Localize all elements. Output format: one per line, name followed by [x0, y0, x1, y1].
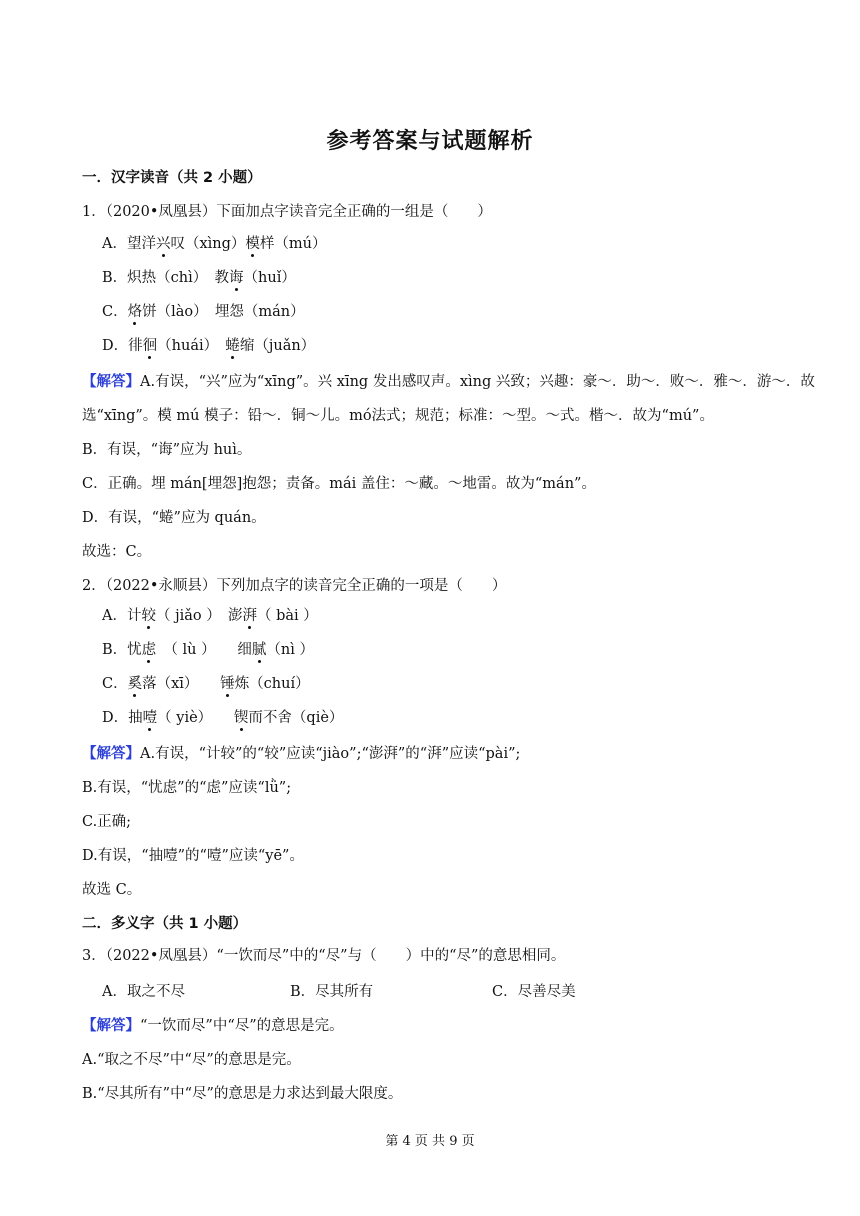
dotted-char: 兴	[155, 236, 171, 252]
question-2-option-c: C．奚落（xī） 锤炼（chuí）	[102, 676, 310, 692]
question-2-answer-line: 【解答】A.有误，“计较”的“较”应读“jiào”;“澎湃”的“湃”应读“pài”;	[82, 745, 521, 762]
question-3-option-c: C．尽善尽美	[492, 984, 576, 1000]
answer-tag: 【解答】	[82, 1017, 140, 1034]
question-2-option-b: B．忧虑 （ lù ） 细腻（nì ）	[102, 642, 314, 658]
dotted-char: 湃	[242, 608, 257, 624]
question-1-option-b: B．炽热（chì） 教诲（huǐ）	[102, 270, 296, 286]
dotted-char: 腻	[251, 642, 267, 658]
question-2-answer-line: D.有误，“抽噎”的“噎”应读“yē”。	[82, 848, 304, 864]
dotted-char: 烙	[127, 304, 143, 320]
question-3-options	[102, 982, 822, 1002]
section-heading-polysemy: 二．多义字（共 1 小题）	[82, 916, 248, 932]
question-1-option-a: A．望洋兴叹（xìng）模样（mú）	[102, 236, 327, 252]
answer-tag: 【解答】	[82, 373, 140, 390]
dotted-char: 较	[141, 608, 156, 624]
question-3-answer-line: 【解答】“一饮而尽”中“尽”的意思是完。	[82, 1017, 344, 1034]
question-3-option-b: B．尽其所有	[290, 984, 374, 1000]
question-2-option-a: A．计较（ jiǎo ） 澎湃（ bài ）	[102, 608, 318, 624]
question-3-answer-line: A.“取之不尽”中“尽”的意思是完。	[82, 1052, 301, 1068]
question-2-answer-line: C.正确;	[82, 814, 132, 830]
question-1-answer-line: 故选：C。	[82, 544, 152, 560]
dotted-char: 模	[245, 236, 260, 252]
dotted-char: 噎	[142, 710, 158, 726]
dotted-char: 锲	[233, 710, 249, 726]
question-1-stem: 1．（2020•凤凰县）下面加点字读音完全正确的一组是（ ）	[82, 204, 492, 220]
dotted-char: 锤	[220, 676, 235, 692]
question-1-answer-line: C．正确。埋 mán[埋怨]抱怨；责备。mái 盖住：～藏。～地雷。故为“mán”。	[82, 476, 596, 492]
question-1-option-c: C．烙饼（lào） 埋怨（mán）	[102, 304, 305, 320]
question-2-answer-line: 故选 C。	[82, 882, 142, 898]
question-1-answer-line: D．有误，“蜷”应为 quán。	[82, 510, 266, 526]
question-1-answer-line: B．有误，“诲”应为 huì。	[82, 442, 252, 458]
page-title: 参考答案与试题解析	[326, 129, 534, 154]
question-1-answer-line: 选“xīng”。模 mú 模子：铅～．铜～儿。mó法式；规范；标准：～型。～式。楷～．故为“mú”。	[82, 408, 714, 424]
dotted-char: 奚	[127, 676, 143, 692]
question-2-stem: 2．（2022•永顺县）下列加点字的读音完全正确的一项是（ ）	[82, 578, 507, 594]
question-1-option-d: D．徘徊（huái） 蜷缩（juǎn）	[102, 338, 316, 354]
section-heading-pronunciation: 一．汉字读音（共 2 小题）	[82, 170, 262, 186]
question-2-answer-line: B.有误，“忧虑”的“虑”应读“lǜ”;	[82, 780, 292, 796]
question-1-answer-line: 【解答】A.有误，“兴”应为“xīng”。兴 xīng 发出感叹声。xìng 兴致；兴趣：豪～．助～．败～．雅～．游～．故	[82, 373, 815, 390]
page-footer: 第 4 页 共 9 页	[385, 1134, 475, 1149]
dotted-char: 蜷	[225, 338, 240, 354]
dotted-char: 徊	[142, 338, 158, 354]
question-3-answer-line: B.“尽其所有”中“尽”的意思是力求达到最大限度。	[82, 1086, 403, 1102]
question-3-stem: 3．（2022•凤凰县）“一饮而尽”中的“尽”与（ ）中的“尽”的意思相同。	[82, 948, 566, 964]
question-3-option-a: A．取之不尽	[102, 984, 185, 1000]
answer-tag: 【解答】	[82, 745, 140, 762]
dotted-char: 诲	[229, 270, 244, 286]
question-2-option-d: D．抽噎（ yiè） 锲而不舍（qiè）	[102, 710, 344, 726]
dotted-char: 虑	[141, 642, 157, 658]
